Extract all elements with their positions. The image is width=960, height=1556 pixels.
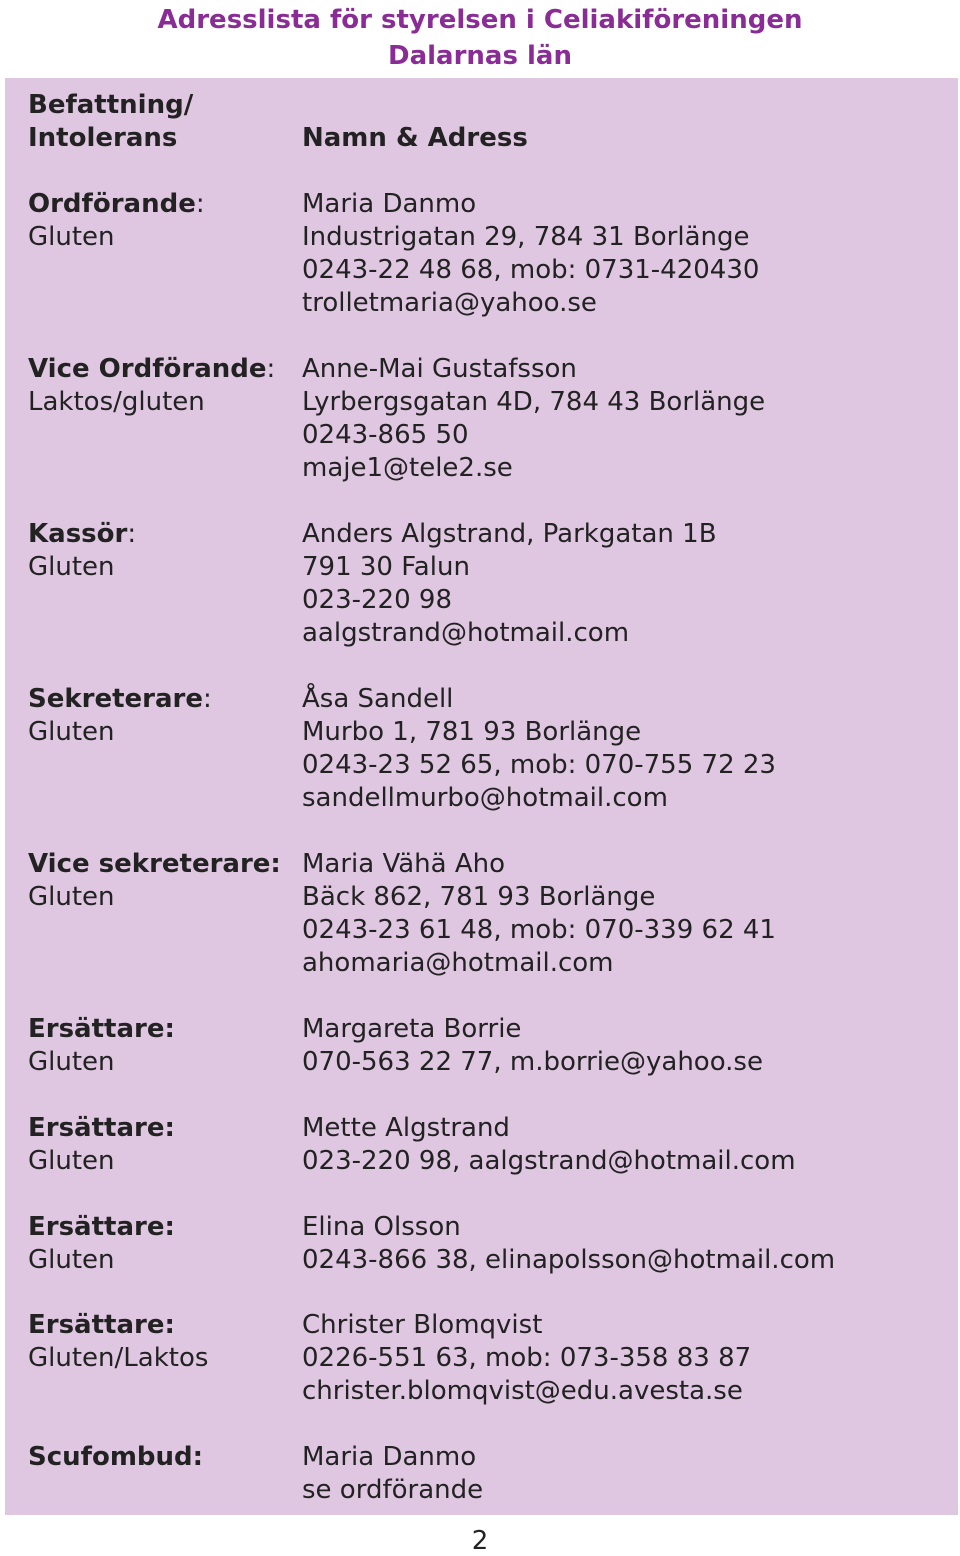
contact-line: 0243-23 61 48, mob: 070-339 62 41 [302, 915, 776, 945]
board-role [28, 683, 288, 749]
contact-details [302, 683, 942, 815]
contact-line: 0243-23 52 65, mob: 070-755 72 23 [302, 750, 776, 780]
intolerance: Gluten [28, 717, 115, 747]
role-title [28, 1441, 288, 1474]
column-header-role-line-2: Intolerans [28, 123, 178, 153]
role-title-text: Ersättare: [28, 1113, 175, 1143]
contact-line: 0243-866 38, elinapolsson@hotmail.com [302, 1245, 836, 1275]
role-title [28, 1309, 288, 1342]
role-title [28, 683, 288, 716]
contact-details [302, 1112, 942, 1178]
intolerance: Gluten [28, 222, 115, 252]
role-title [28, 188, 288, 221]
role-title [28, 353, 288, 386]
role-title-text: Sekreterare [28, 684, 203, 714]
contact-line: Margareta Borrie [302, 1014, 522, 1044]
contact-details [302, 1309, 942, 1408]
column-header-role [28, 89, 288, 155]
role-colon: : [195, 189, 205, 219]
contact-line: Mette Algstrand [302, 1113, 510, 1143]
role-title-text: Kassör [28, 519, 128, 549]
board-role [28, 848, 288, 914]
contact-details [302, 188, 942, 320]
contact-line: aalgstrand@hotmail.com [302, 618, 630, 648]
column-header-name-address: Namn & Adress [302, 123, 528, 153]
contact-line: Christer Blomqvist [302, 1310, 543, 1340]
role-title [28, 1013, 288, 1046]
contact-line: 070-563 22 77, m.borrie@yahoo.se [302, 1047, 763, 1077]
contact-line: trolletmaria@yahoo.se [302, 288, 597, 318]
intolerance: Gluten [28, 552, 115, 582]
contact-line: 0243-865 50 [302, 420, 469, 450]
page-number: 2 [471, 1526, 489, 1556]
contact-line: 0226-551 63, mob: 073-358 83 87 [302, 1343, 752, 1373]
role-colon: : [266, 354, 276, 384]
board-role [28, 353, 288, 419]
contact-details [302, 1441, 942, 1507]
role-title [28, 1211, 288, 1244]
board-role [28, 188, 288, 254]
page-title [0, 2, 960, 74]
role-title-text: Ersättare: [28, 1014, 175, 1044]
contact-line: Åsa Sandell [302, 684, 454, 714]
contact-line: 023-220 98 [302, 585, 452, 615]
role-title-text: Ersättare: [28, 1310, 175, 1340]
contact-line: 023-220 98, aalgstrand@hotmail.com [302, 1146, 796, 1176]
intolerance: Gluten [28, 1146, 115, 1176]
contact-line: Anders Algstrand, Parkgatan 1B [302, 519, 717, 549]
role-title [28, 1112, 288, 1145]
role-title-text: Vice Ordförande [28, 354, 267, 384]
contact-line: Anne-Mai Gustafsson [302, 354, 577, 384]
contact-details [302, 353, 942, 485]
intolerance: Gluten [28, 1245, 115, 1275]
contact-line: sandellmurbo@hotmail.com [302, 783, 668, 813]
contact-line: Maria Danmo [302, 1442, 477, 1472]
title-line-2: Dalarnas län [388, 41, 572, 71]
board-role [28, 1441, 288, 1474]
intolerance: Laktos/gluten [28, 387, 205, 417]
contact-line: 0243-22 48 68, mob: 0731-420430 [302, 255, 760, 285]
contact-line: Elina Olsson [302, 1212, 461, 1242]
intolerance: Gluten [28, 1047, 115, 1077]
board-role [28, 1211, 288, 1277]
contact-line: christer.blomqvist@edu.avesta.se [302, 1376, 743, 1406]
intolerance: Gluten [28, 882, 115, 912]
role-title-text: Ordförande [28, 189, 196, 219]
intolerance: Gluten/Laktos [28, 1343, 209, 1373]
role-colon: : [127, 519, 137, 549]
role-title [28, 848, 288, 881]
contact-line: 791 30 Falun [302, 552, 470, 582]
contact-details [302, 1013, 942, 1079]
role-title [28, 518, 288, 551]
contact-line: maje1@tele2.se [302, 453, 513, 483]
contact-line: Lyrbergsgatan 4D, 784 43 Borlänge [302, 387, 766, 417]
contact-line: Maria Danmo [302, 189, 477, 219]
role-title-text: Vice sekreterare: [28, 849, 281, 879]
board-role [28, 518, 288, 584]
contact-details [302, 1211, 942, 1277]
column-header-role-line-1: Befattning/ [28, 90, 194, 120]
board-role [28, 1112, 288, 1178]
role-title-text: Ersättare: [28, 1212, 175, 1242]
contact-line: Maria Vähä Aho [302, 849, 506, 879]
role-colon: : [203, 684, 212, 714]
contact-line: Murbo 1, 781 93 Borlänge [302, 717, 642, 747]
contact-details [302, 518, 942, 650]
contact-line: Bäck 862, 781 93 Borlänge [302, 882, 656, 912]
board-role [28, 1309, 288, 1375]
board-role [28, 1013, 288, 1079]
address-list-panel [5, 78, 958, 1515]
contact-line: se ordförande [302, 1475, 484, 1505]
title-line-1: Adresslista för styrelsen i Celiakiföreningen [157, 5, 803, 35]
role-title-text: Scufombud: [28, 1442, 204, 1472]
contact-line: Industrigatan 29, 784 31 Borlänge [302, 222, 750, 252]
contact-line: ahomaria@hotmail.com [302, 948, 614, 978]
contact-details [302, 848, 942, 980]
